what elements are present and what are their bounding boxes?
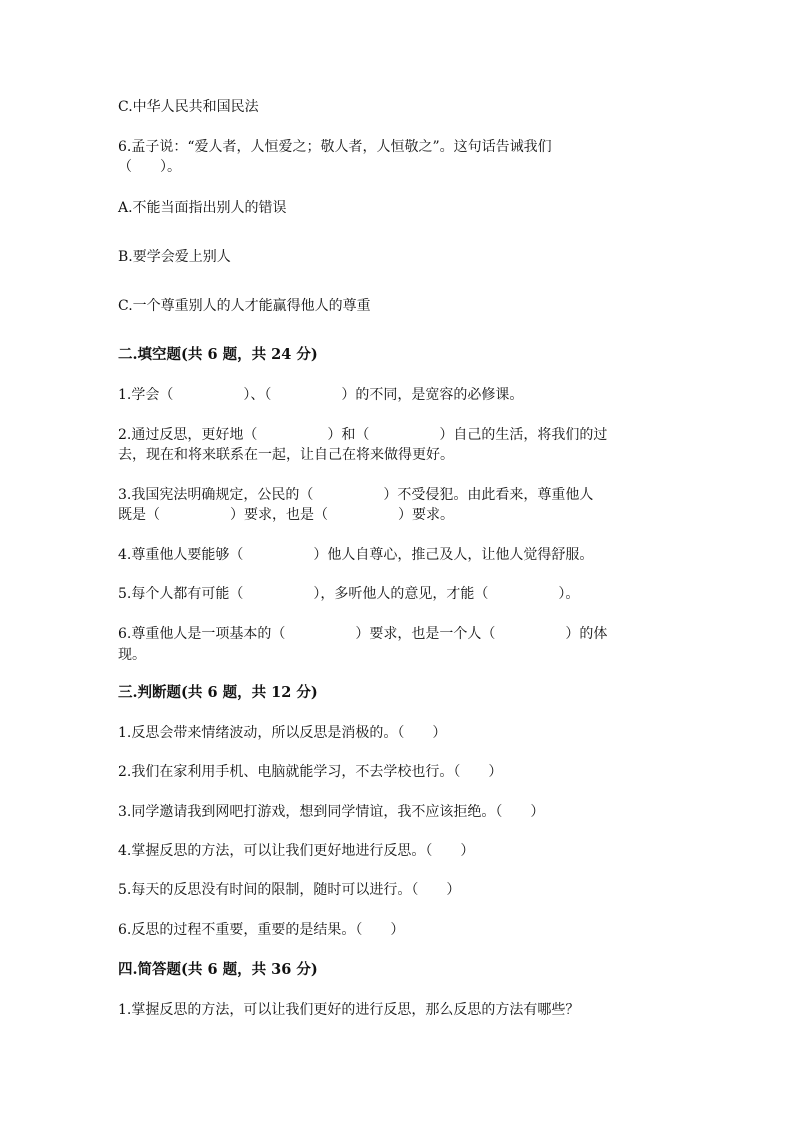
fill-blank-item-1: 1.学会（ ）、（ ）的不同，是宽容的必修课。 bbox=[118, 387, 524, 403]
question-6-option-b: B.要学会爱上别人 bbox=[118, 249, 231, 265]
question-6-stem-line-1: 6.孟子说：“爱人者，人恒爱之；敬人者，人恒敬之”。这句话告诫我们 bbox=[118, 139, 552, 155]
judgement-item-6: 6.反思的过程不重要，重要的是结果。（ ） bbox=[118, 922, 405, 938]
fill-blank-item-3-line-1: 3.我国宪法明确规定，公民的（ ）不受侵犯。由此看来，尊重他人 bbox=[118, 487, 594, 503]
judgement-item-3: 3.同学邀请我到网吧打游戏，想到同学情谊，我不应该拒绝。（ ） bbox=[118, 804, 545, 820]
section-short-answer-title: 四.简答题(共 6 题，共 36 分) bbox=[118, 961, 318, 978]
judgement-item-5: 5.每天的反思没有时间的限制，随时可以进行。（ ） bbox=[118, 882, 461, 898]
fill-blank-item-4: 4.尊重他人要能够（ ）他人自尊心，推己及人，让他人觉得舒服。 bbox=[118, 547, 594, 563]
judgement-item-4: 4.掌握反思的方法，可以让我们更好地进行反思。（ ） bbox=[118, 843, 475, 859]
fill-blank-item-2-line-1: 2.通过反思，更好地（ ）和（ ）自己的生活，将我们的过 bbox=[118, 427, 608, 443]
judgement-item-2: 2.我们在家利用手机、电脑就能学习，不去学校也行。（ ） bbox=[118, 764, 503, 780]
section-fill-blank-title: 二.填空题(共 6 题，共 24 分) bbox=[118, 346, 318, 363]
fill-blank-item-6-line-1: 6.尊重他人是一项基本的（ ）要求，也是一个人（ ）的体 bbox=[118, 626, 608, 642]
fill-blank-item-2-line-2: 去，现在和将来联系在一起，让自己在将来做得更好。 bbox=[118, 447, 454, 463]
fill-blank-item-5: 5.每个人都有可能（ ），多听他人的意见，才能（ ）。 bbox=[118, 586, 580, 602]
question-6-option-c: C.一个尊重别人的人才能赢得他人的尊重 bbox=[118, 298, 371, 314]
question-6-option-a: A.不能当面指出别人的错误 bbox=[118, 200, 287, 216]
question-6-stem-line-2: （ ）。 bbox=[118, 159, 181, 175]
fill-blank-item-6-line-2: 现。 bbox=[118, 647, 146, 663]
section-judgement-title: 三.判断题(共 6 题，共 12 分) bbox=[118, 684, 318, 701]
judgement-item-1: 1.反思会带来情绪波动，所以反思是消极的。（ ） bbox=[118, 725, 447, 741]
short-answer-item-1: 1.掌握反思的方法，可以让我们更好的进行反思，那么反思的方法有哪些？ bbox=[118, 1002, 580, 1018]
prev-question-option-c: C.中华人民共和国民法 bbox=[118, 99, 259, 115]
fill-blank-item-3-line-2: 既是（ ）要求，也是（ ）要求。 bbox=[118, 507, 454, 523]
